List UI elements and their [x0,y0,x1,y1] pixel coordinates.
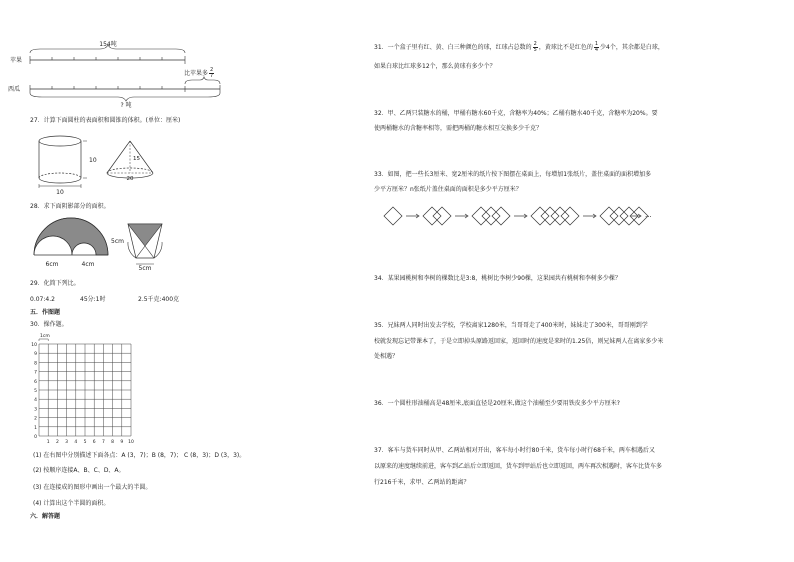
q29-text: 29．化简下列比。 [30,280,80,287]
y-tick-label: 10 [31,343,37,348]
q27-text: 27．计算下面圆柱的表面积和圆锥的体积。(单位：厘米) [30,117,181,124]
dimension-width-5cm: 5cm [138,265,152,272]
q33-line-1: 33．如图，把一些长3厘米、宽2厘米的纸片按下图摆在桌面上，每增加1张纸片，盖住桌面的面积增加多 [374,171,652,178]
q30-step-4: (4) 计算出这个半圆的面积。 [33,500,110,507]
y-tick-label: 2 [34,416,37,422]
q30-step-1: (1) 在右图中分别描述下面各点：A (3，7)；B (8，7)； C (8，3)；D (3，3)。 [33,452,246,459]
compare-fraction: $\frac{2}{7}$ [210,67,214,79]
y-tick-label: 5 [34,389,37,394]
y-tick-label: 8 [34,361,37,367]
y-tick-label: 6 [34,379,37,385]
paper-tiles-sequence [0,0,660,230]
section-5-heading: 五．作图题 [30,309,61,316]
cylinder-diameter: 10 [56,189,64,196]
total-label: 154吨 [99,41,117,48]
unit-label: 1cm [40,334,50,339]
q29-item-1: 0.07:4.2 [30,296,55,303]
q31-line-1: 31．一个盒子里有红、黄、白三种颜色的球，红球占总数的 $\frac{2}{5}$ ，黄球比不是红色的 $\frac{1}{4}$ 少4个，其余都是白球， [374,41,664,53]
q34-line-1: 34．某果园桃树和李树的棵数比是3:8，桃树比李树少90棵，这果园共有桃树和李树多少棵？ [374,275,621,282]
q37-line-3: 行216千米，求甲、乙两站的距离？ [374,479,470,486]
q32-line-2: 使两桶糖水的含糖率相等，需把两桶的糖水相互交换多少千克？ [374,125,543,132]
grid-lines [39,344,131,436]
cone-diameter: 20 [126,176,134,182]
q32-line-1: 32．甲、乙两只装糖水的桶，甲桶有糖水60千克，含糖率为40%；乙桶有糖水40千克，含糖率为20%。要 [374,110,658,117]
bottom-label: ? 吨 [120,102,132,109]
x-tick-label: 7 [101,440,105,445]
q30-text: 30．操作题。 [30,321,68,328]
q37-line-1: 37．客车与货车同时从甲、乙两站相对开出，客车每小时行80千米，货车每小时行68千米，两车相遇后又 [374,447,655,454]
x-tick-label: 5 [83,440,87,445]
q29-item-3: 2.5千克:400克 [138,296,180,303]
apple-label: 苹果 [10,57,23,64]
y-tick-label: 9 [34,352,37,358]
compare-label: 比苹果多 $\frac{2}{7}$ [184,67,214,79]
y-tick-label: 4 [34,398,37,404]
x-tick-label: 10 [128,440,134,445]
x-tick-label: 9 [120,440,124,445]
q31-line-2: 如果白球比红球多12个，那么黄球有多少个？ [374,63,496,70]
y-tick-label: 3 [34,407,37,413]
watermelon-label: 西瓜 [8,86,21,93]
dimension-4cm: 4cm [81,261,95,268]
q30-step-2: (2) 按顺序连接A、B、C、D、A。 [33,467,125,474]
q31-fraction-1: $\frac{2}{5}$ [533,41,537,53]
cylinder-height: 10 [89,157,97,164]
q28-text: 28．求下面阴影部分的面积。 [30,203,110,210]
x-tick-label: 4 [74,440,78,445]
q30-step-3: (3) 在连接成的图形中画出一个最大的半圆。 [33,484,152,491]
x-tick-label: 6 [92,440,96,445]
dimension-6cm: 6cm [45,261,59,268]
q36-line-1: 36．一个圆柱形油桶高是48厘米,底面直径是20厘米,做这个油桶至少要用铁皮多少平方厘米? [374,400,620,407]
y-tick-label: 1 [34,425,37,431]
y-tick-label: 7 [34,370,37,376]
x-tick-label: 3 [65,440,69,445]
q31-fraction-2: $\frac{1}{4}$ [594,41,599,53]
sequence-continuation-dots: ··· [645,213,652,221]
q29-item-2: 45分:1时 [80,296,106,303]
x-tick-label: 8 [111,440,115,445]
section-6-heading: 六．解答题 [30,513,61,520]
q37-line-2: 以原来的速度继续前进，客车到乙站后立即返回，货车到甲站后也立即返回，两车再次相遇时，客车比货车多 [374,463,663,470]
y-tick-label: 0 [34,435,37,440]
q33-line-2: 少平方厘米？n张纸片盖住桌面的面积是多少平方厘米？ [374,186,522,193]
cone-height: 15 [133,156,140,162]
q35-line-1: 35．兄妹两人同时出发去学校，学校离家1280米，当哥哥走了400米时，妹妹走了300米，哥哥刚到学 [374,322,648,329]
x-tick-label: 1 [46,440,50,445]
q35-line-3: 处相遇？ [374,353,399,360]
q35-line-2: 校就发现忘记带课本了，于是立即掉头原路返回家，返回时的速度是来时的1.25倍，则兄妹两人在离家多少米 [374,338,664,345]
x-tick-label: 2 [55,440,59,445]
unit-bracket [39,339,48,341]
dimension-height-5cm: 5cm [111,238,124,245]
